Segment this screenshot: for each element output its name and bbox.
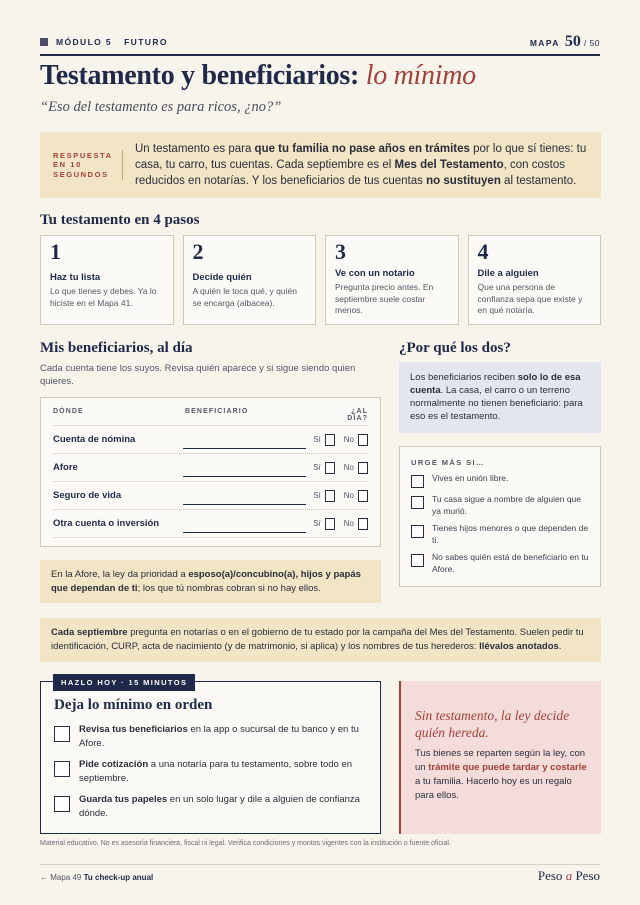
urgent-item-text: Vives en unión libre. [432,473,509,483]
quick-answer-box [40,132,601,198]
no-checkbox[interactable] [358,462,368,474]
september-note: Cada septiembre pregunta en notarías o en el gobierno de tu estado por la campaña del Mes del Testamento. Suelen pedir tu identificación, CURP, acta de nacimiento (y de matrimonio, si aplica) y los nombres de tus herederos: llévalos anotados. [40,618,601,662]
why-title: ¿Por qué los dos? [399,340,511,356]
todo-item [54,793,367,821]
urgent-item [411,473,589,488]
module-name: FUTURO [124,37,168,47]
beneficiaries-table [40,397,381,547]
current-checkboxes [313,518,368,530]
current-checkboxes [313,434,368,446]
map-label: MAPA [529,38,560,48]
account-name: Seguro de vida [53,490,122,501]
current-checkboxes [313,462,368,474]
step-title: Haz tu lista [50,272,101,283]
todo-item [54,723,367,751]
urgent-checkbox[interactable] [411,554,424,567]
beneficiary-write-line[interactable] [183,431,306,449]
todo-checkbox[interactable] [54,761,70,777]
urgent-label: URGE MÁS SI… [411,458,485,467]
urgent-checkbox[interactable] [411,496,424,509]
page-quote: “Eso del testamento es para ricos, ¿no?” [40,99,282,115]
urgent-item-text: No sabes quién está de beneficiario en tu Afore. [432,552,589,574]
step-title: Decide quién [192,272,252,283]
header-divider [40,54,600,56]
account-name: Otra cuenta o inversión [53,518,160,529]
column-header-account: DÓNDE [53,408,84,415]
module-square-icon [40,38,48,46]
beneficiary-write-line[interactable] [183,515,306,533]
urgent-box [399,446,601,587]
steps-grid [40,235,601,325]
todo-title: Deja lo mínimo en orden [54,697,213,713]
step-card [183,235,317,325]
step-number: 2 [192,239,204,264]
page-header [40,32,600,52]
beneficiary-write-line[interactable] [183,459,306,477]
no-label: No [343,491,354,500]
step-description: Lo que tienes y debes. Ya lo hiciste en el Mapa 41. [50,286,157,308]
page-title-main: Testamento y beneficiarios: [40,60,360,91]
yes-label: Sí [313,463,321,472]
no-will-callout [399,681,601,834]
beneficiaries-subtitle: Cada cuenta tiene los suyos. Revisa quién aparece y si sigue siendo quien quieres. [40,363,356,387]
yes-label: Sí [313,435,321,444]
yes-label: Sí [313,519,321,528]
yes-checkbox[interactable] [325,462,335,474]
urgent-checkbox[interactable] [411,475,424,488]
todo-checkbox[interactable] [54,726,70,742]
no-checkbox[interactable] [358,490,368,502]
quick-answer-text: Un testamento es para que tu familia no pase años en trámites por lo que sí tienes: tu casa, tu carro, tus cuentas. Cada septiembre es el Mes del Testamento, con costos reducidos en notarías. Y los beneficiarios de tus cuentas no sustituyen al testamento. [135,143,587,187]
urgent-item [411,523,589,546]
why-box: Los beneficiarios reciben solo lo de esa cuenta. La casa, el carro o un terreno normalmente no tienen beneficiario: para eso es el testamento. [399,362,601,433]
quick-answer-label [40,151,122,180]
previous-map-link[interactable]: ← Mapa 49 Tu check-up anual [40,873,154,882]
todo-item-text: Pide cotización a una notaría para tu testamento, sobre todo en septiembre. [79,759,353,784]
account-name: Afore [53,462,78,473]
table-row [53,426,368,454]
yes-checkbox[interactable] [325,490,335,502]
step-description: Pregunta precio antes. En septiembre suele costar menos. [335,282,434,315]
urgent-item-text: Tienes hijos menores o que dependen de ti. [432,523,589,545]
account-name: Cuenta de nómina [53,434,136,445]
map-indicator [530,33,600,51]
callout-text: Tus bienes se reparten según la ley, con un trámite que puede tardar y costarle a tu familia. Hacerlo hoy es un regalo para ellos. [415,748,587,801]
urgent-item [411,552,589,575]
todo-item-text: Guarda tus papeles en un solo lugar y dile a alguien de confianza dónde. [79,794,360,819]
column-header-beneficiary: BENEFICIARIO [185,408,249,415]
urgent-checkbox[interactable] [411,525,424,538]
step-description: A quién le toca qué, y quién se encarga (albacea). [192,286,297,308]
todo-checkbox[interactable] [54,796,70,812]
yes-checkbox[interactable] [325,518,335,530]
yes-label: Sí [313,491,321,500]
no-label: No [343,463,354,472]
quick-answer-label-line: EN 10 [53,160,82,170]
step-card [40,235,174,325]
map-number: 50 [564,33,581,50]
todo-tag: HAZLO HOY · 15 MINUTOS [53,674,195,691]
page-title-accent: lo mínimo [365,60,476,91]
page-title [40,60,476,92]
table-header [53,408,368,426]
todo-box [40,678,381,834]
step-number: 4 [477,239,489,264]
quick-answer-label-line: SEGUNDOS [53,169,109,179]
module-indicator [40,37,168,47]
column-header-current: ¿AL DÍA? [347,408,368,422]
quick-answer-divider [122,150,123,180]
todo-item-text: Revisa tus beneficiarios en la app o sucursal de tu banco y en tu Afore. [79,724,359,749]
quick-answer-label-line: RESPUESTA [53,150,113,160]
brand-logo: Peso a Peso [537,868,600,883]
no-checkbox[interactable] [358,518,368,530]
table-row [53,454,368,482]
step-card [468,235,602,325]
no-checkbox[interactable] [358,434,368,446]
module-label: MÓDULO 5 [56,37,113,47]
step-card [325,235,459,325]
footer-divider [40,864,600,865]
no-label: No [343,435,354,444]
map-total: / 50 [583,38,600,48]
disclaimer: Material educativo. No es asesoría financiera, fiscal ni legal. Verifica condiciones y montos vigentes con la institución o fuente oficial. [40,840,451,847]
beneficiaries-title: Mis beneficiarios, al día [40,340,193,356]
no-label: No [343,519,354,528]
current-checkboxes [313,490,368,502]
step-number: 1 [50,239,61,264]
todo-item [54,758,367,786]
yes-checkbox[interactable] [325,434,335,446]
urgent-item [411,494,589,517]
step-title: Dile a alguien [477,268,539,279]
table-row [53,510,368,538]
step-number: 3 [335,239,346,264]
urgent-item-text: Tu casa sigue a nombre de alguien que ya murió. [432,494,582,516]
step-title: Ve con un notario [335,268,415,279]
callout-quote: Sin testamento, la ley decide quién hereda. [415,708,570,740]
beneficiary-write-line[interactable] [183,487,306,505]
steps-title: Tu testamento en 4 pasos [40,212,200,228]
afore-note: En la Afore, la ley da prioridad a esposo(a)/concubino(a), hijos y papás que dependan de ti; los que tú nombras cobran si no hay ellos. [40,560,381,603]
table-row [53,482,368,510]
step-description: Que una persona de confianza sepa que existe y en qué notaría. [477,282,583,315]
